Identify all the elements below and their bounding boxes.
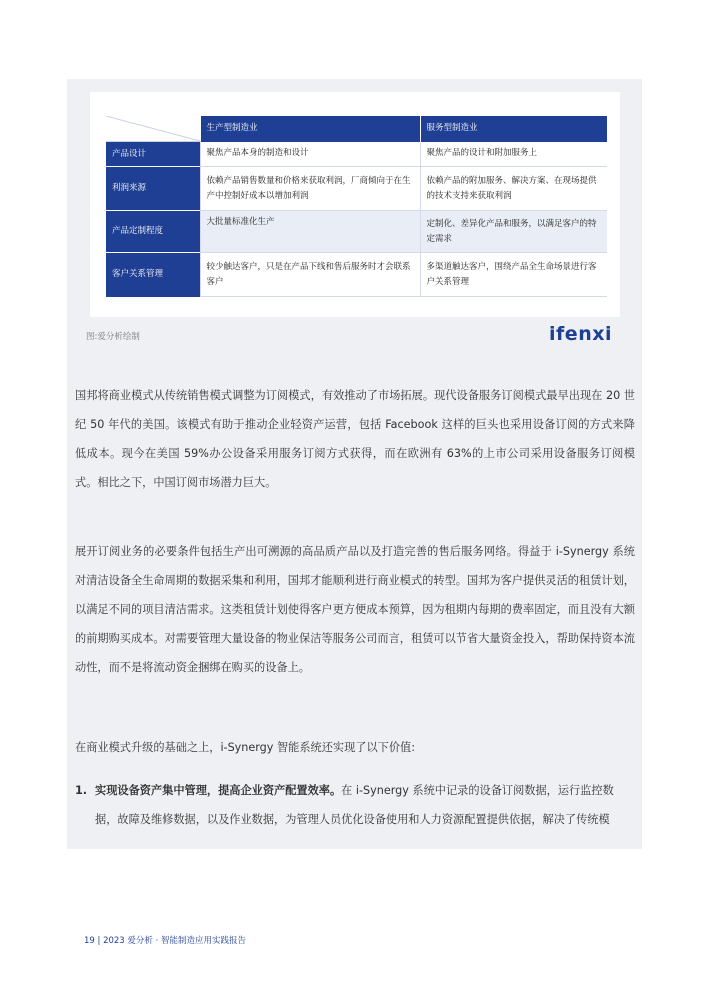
list-body xyxy=(95,776,635,834)
figure-caption: 图:爱分析绘制 xyxy=(86,332,140,342)
row-label-customization: 产品定制程度 xyxy=(106,211,200,253)
cell-crm-service: 多渠道触达客户，围绕产品全生命场景进行客户关系管理 xyxy=(420,253,607,297)
paragraph-1: 国邦将商业模式从传统销售模式调整为订阅模式，有效推动了市场拓展。现代设备服务订阅模式最早出现在 20 世纪 50 年代的美国。该模式有助于推动企业轻资产运营，包括 Facebook 这样的巨头也采用设备订阅的方式来降低成本。现今在美国 59%办公设备采用服务订阅方式获得，而在欧洲有 63%的上市公司采用设备服务订阅模式。相比之下，中国订阅市场潜力巨大。 xyxy=(75,389,635,489)
column-header-production: 生产型制造业 xyxy=(200,116,420,142)
paragraph-3: 在商业模式升级的基础之上，i-Synergy 智能系统还实现了以下价值: xyxy=(75,741,415,754)
content-panel xyxy=(67,79,642,849)
ifenxi-logo: ifenxi xyxy=(549,323,612,345)
cell-profit-production: 依赖产品销售数量和价格来获取利润，厂商倾向于在生产中控制好成本以增加利润 xyxy=(200,167,420,211)
list-item-1 xyxy=(75,776,635,834)
column-header-service: 服务型制造业 xyxy=(420,116,607,142)
table-corner xyxy=(106,116,200,142)
paragraph-2: 展开订阅业务的必要条件包括生产出可溯源的高品质产品以及打造完善的售后服务网络。得益于 i-Synergy 系统对清洁设备全生命周期的数据采集和利用，国邦才能顺利进行商业模式的转型。国邦为客户提供灵活的租赁计划，以满足不同的项目清洁需求。这类租赁计划使得客户更方便成本预算，因为租期内每期的费率固定，而且没有大额的前期购买成本。对需要管理大量设备的物业保洁等服务公司而言，租赁可以节省大量资金投入，帮助保持资本流动性，而不是将流动资金捆绑在购买的设备上。 xyxy=(75,545,635,674)
figure-caption-bar xyxy=(67,319,642,355)
cell-design-production: 聚焦产品本身的制造和设计 xyxy=(200,142,420,167)
comparison-figure xyxy=(90,92,620,317)
page-footer: 19 | 2023 爱分析 · 智能制造应用实践报告 xyxy=(84,936,247,946)
cell-crm-production: 较少触达客户，只是在产品下线和售后服务时才会联系客户 xyxy=(200,253,420,297)
list-text: 在 i-Synergy 系统中记录的设备订阅数据，运行监控数据，故障及维修数据，以及作业数据，为管理人员优化设备使用和人力资源配置提供依据，解决了传统模 xyxy=(95,784,614,826)
cell-design-service: 聚焦产品的设计和附加服务上 xyxy=(420,142,607,167)
row-label-profit: 利润来源 xyxy=(106,167,200,211)
comparison-table xyxy=(106,116,607,297)
list-bold-text: 实现设备资产集中管理，提高企业资产配置效率。 xyxy=(95,784,342,797)
cell-customization-production: 大批量标准化生产 xyxy=(200,211,420,253)
cell-customization-service: 定制化、差异化产品和服务，以满足客户的特定需求 xyxy=(420,211,607,253)
cell-profit-service: 依赖产品的附加服务、解决方案、在现场提供的技术支持来获取利润 xyxy=(420,167,607,211)
diagonal-line xyxy=(106,116,200,141)
row-label-design: 产品设计 xyxy=(106,142,200,167)
row-label-crm: 客户关系管理 xyxy=(106,253,200,297)
list-number: 1. xyxy=(75,784,88,797)
